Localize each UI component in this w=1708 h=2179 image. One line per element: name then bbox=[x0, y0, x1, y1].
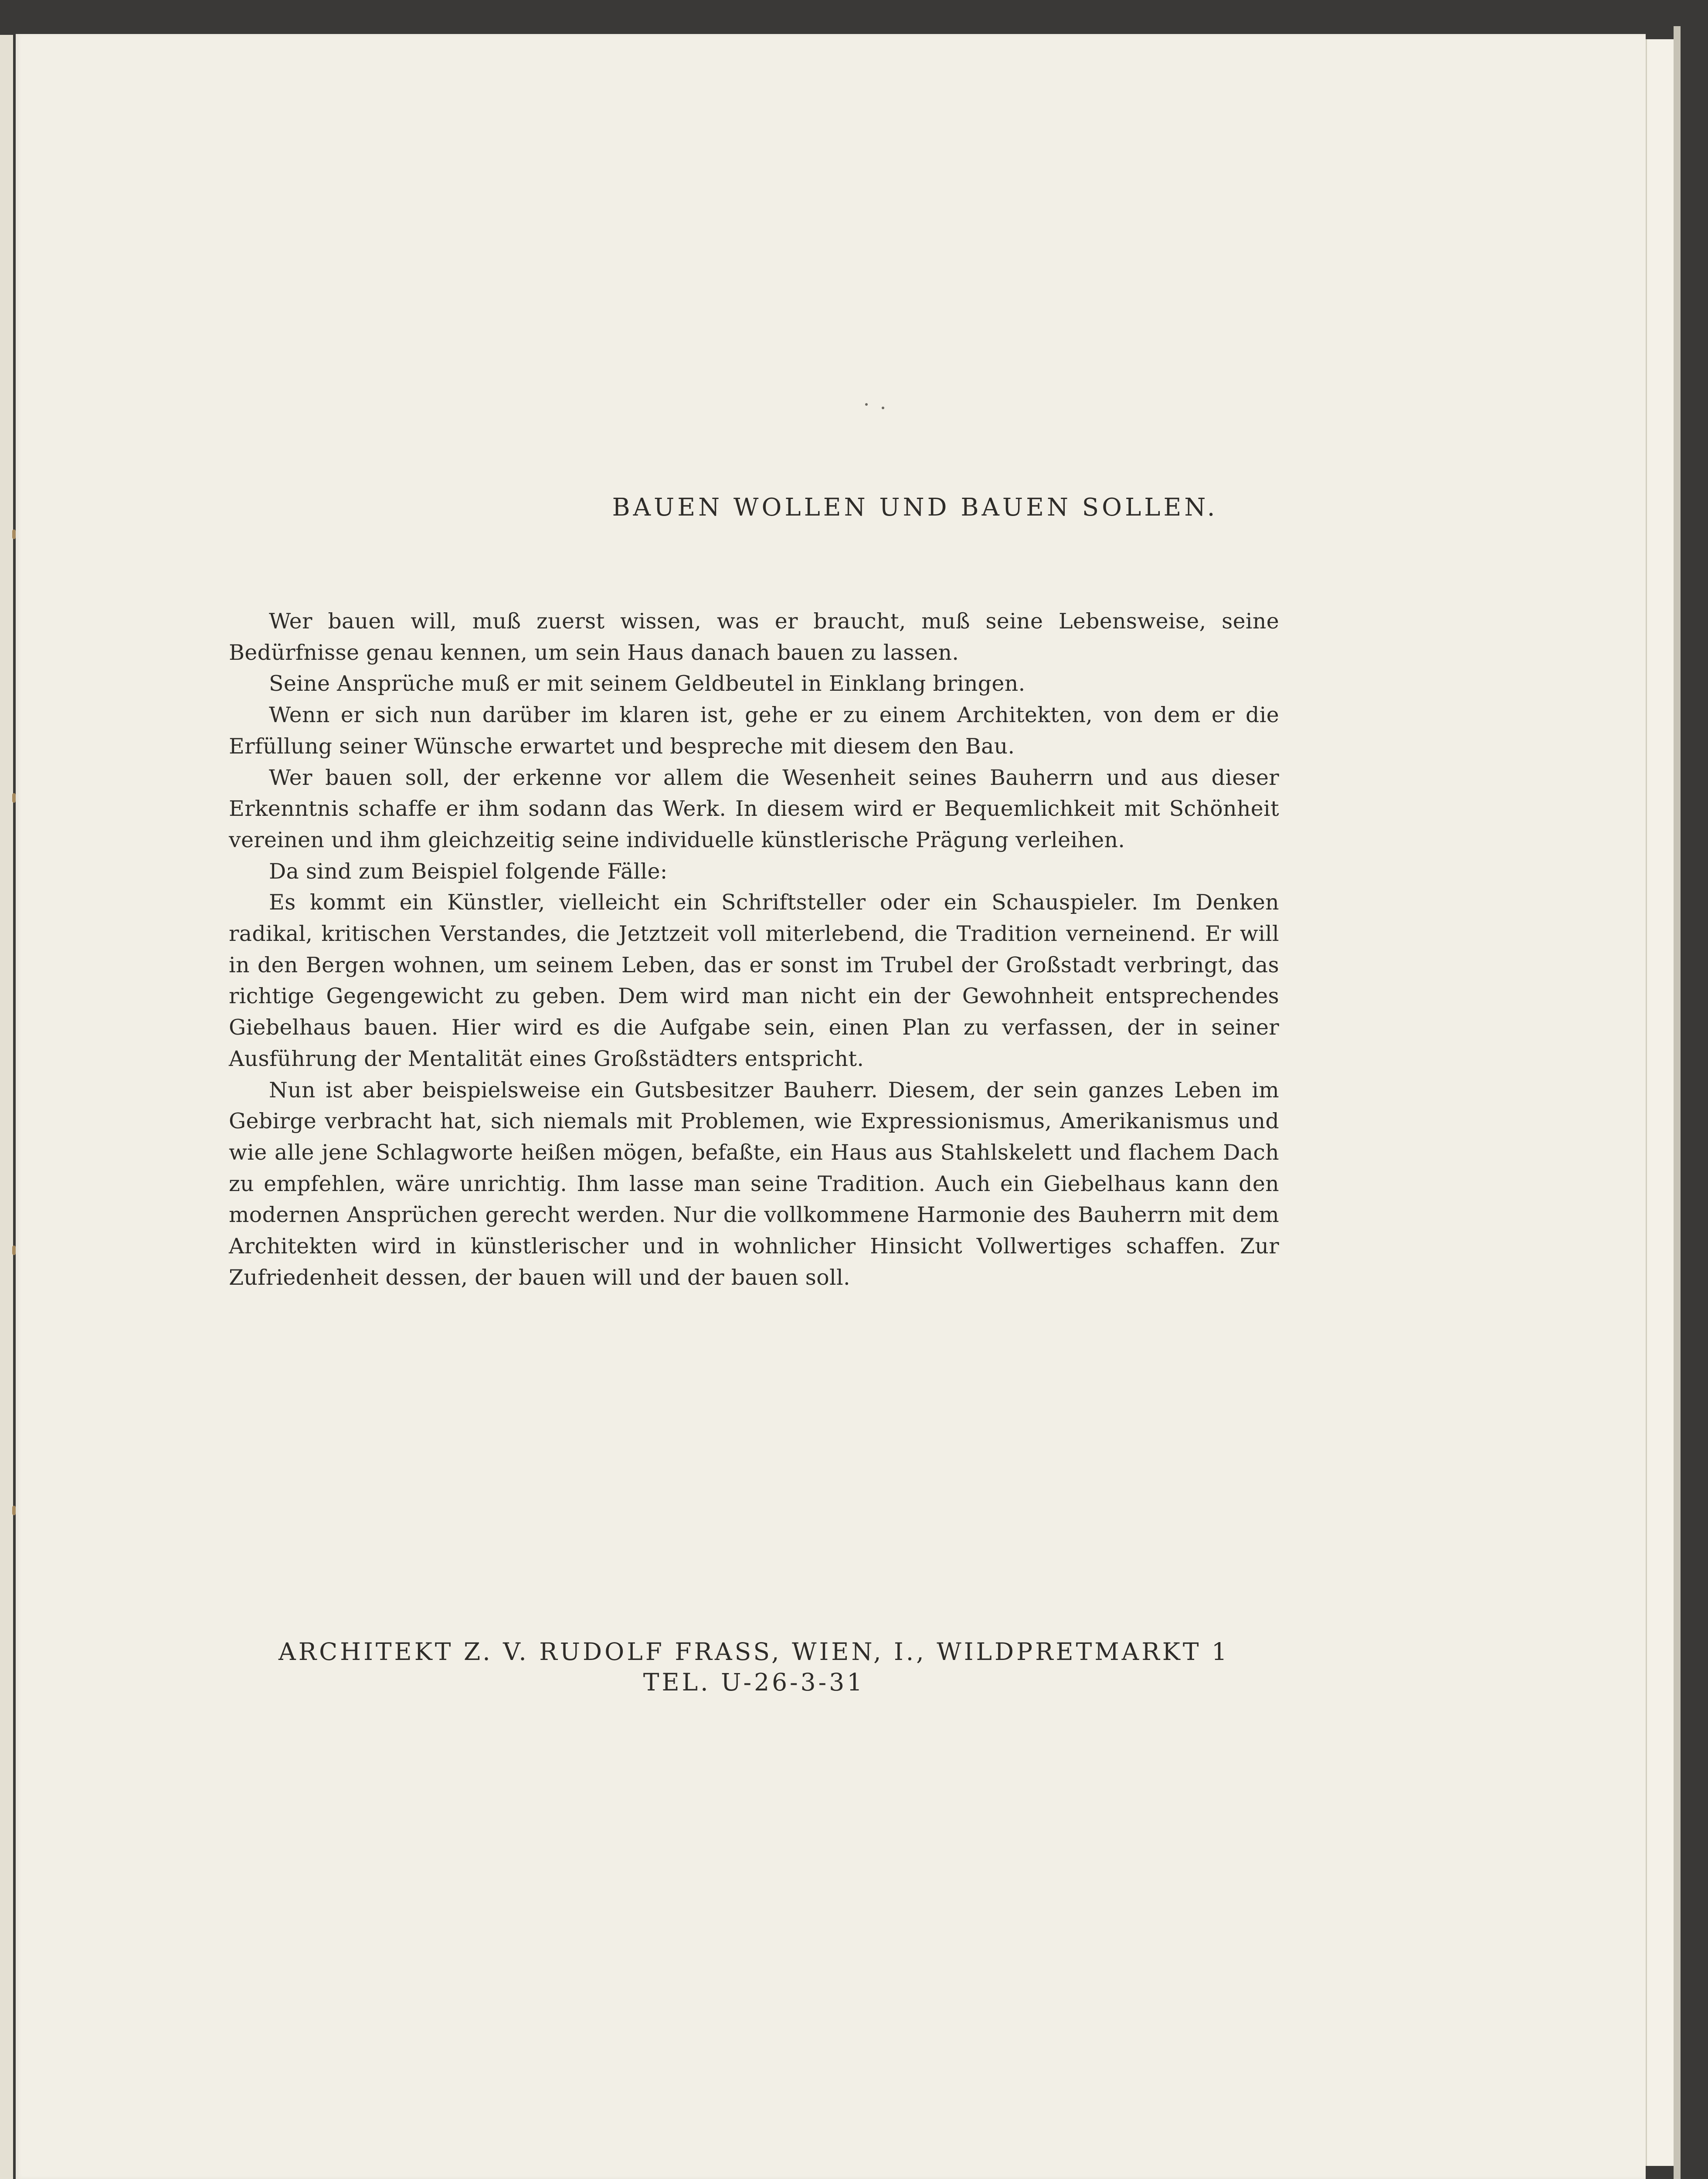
binding-thread-mark bbox=[12, 1246, 16, 1255]
article-body bbox=[229, 606, 1279, 1293]
architect-imprint bbox=[227, 1636, 1281, 1697]
page-stack-edge bbox=[1646, 39, 1675, 2166]
paragraph: Nun ist aber beispielsweise ein Gutsbesitzer Bauherr. Diesem, der sein ganzes Leben im Gebirge verbracht hat, sich niemals mit Problemen, wie Expressionismus, Amerikanismus und wie alle jene Schlagworte heißen mögen, befaßte, ein Haus aus Stahlskelett und flachem Dach zu empfehlen, wäre unrichtig. Ihm lasse man seine Tradition. Auch ein Giebelhaus kann den modernen Ansprüchen gerecht werden. Nur die vollkommene Harmonie des Bauherrn mit dem Architekten wird in künstlerischer und in wohnlicher Hinsicht Vollwertiges schaffen. Zur Zufriedenheit dessen, der bauen will und der bauen soll. bbox=[229, 1077, 1279, 1290]
binding-thread-mark bbox=[12, 529, 16, 539]
architect-phone: TEL. U-26-3-31 bbox=[643, 1668, 865, 1696]
paragraph: Wenn er sich nun darüber im klaren ist, gehe er zu einem Architekten, von dem er die Erfüllung seiner Wünsche erwartet und bespreche mit diesem den Bau. bbox=[229, 703, 1279, 759]
page-stack-shadow bbox=[1674, 26, 1681, 2179]
paragraph: Wer bauen will, muß zuerst wissen, was er braucht, muß seine Lebensweise, seine Bedürfnisse genau kennen, um sein Haus danach bauen zu lassen. bbox=[229, 609, 1279, 665]
paragraph: Seine Ansprüche muß er mit seinem Geldbeutel in Einklang bringen. bbox=[269, 671, 1025, 696]
page-speck-marks bbox=[865, 403, 891, 407]
article-title: BAUEN WOLLEN UND BAUEN SOLLEN. bbox=[612, 493, 1218, 522]
paragraph: Es kommt ein Künstler, vielleicht ein Schriftsteller oder ein Schauspieler. Im Denken radikal, kritischen Verstandes, die Jetztzeit voll miterlebend, die Tradition verneinend. Er will in den Bergen wohnen, um seinem Leben, das er sonst im Trubel der Großstadt verbringt, das richtige Gegengewicht zu geben. Dem wird man nicht ein der Gewohnheit entsprechendes Giebelhaus bauen. Hier wird es die Aufgabe sein, einen Plan zu verfassen, der in seiner Ausführung der Mentalität eines Großstädters entspricht. bbox=[229, 890, 1279, 1071]
facing-page-edge bbox=[0, 35, 13, 2179]
paragraph: Da sind zum Beispiel folgende Fälle: bbox=[269, 859, 668, 884]
binding-thread-mark bbox=[12, 1506, 16, 1515]
binding-thread-mark bbox=[12, 793, 16, 803]
paragraph: Wer bauen soll, der erkenne vor allem die Wesenheit seines Bauherrn und aus dieser Erkenntnis schaffe er ihm sodann das Werk. In diesem wird er Bequemlichkeit mit Schönheit vereinen und ihm gleichzeitig seine individuelle künstlerische Prägung verleihen. bbox=[229, 765, 1279, 852]
architect-address: ARCHITEKT Z. V. RUDOLF FRASS, WIEN, I., WILDPRETMARKT 1 bbox=[278, 1638, 1230, 1666]
